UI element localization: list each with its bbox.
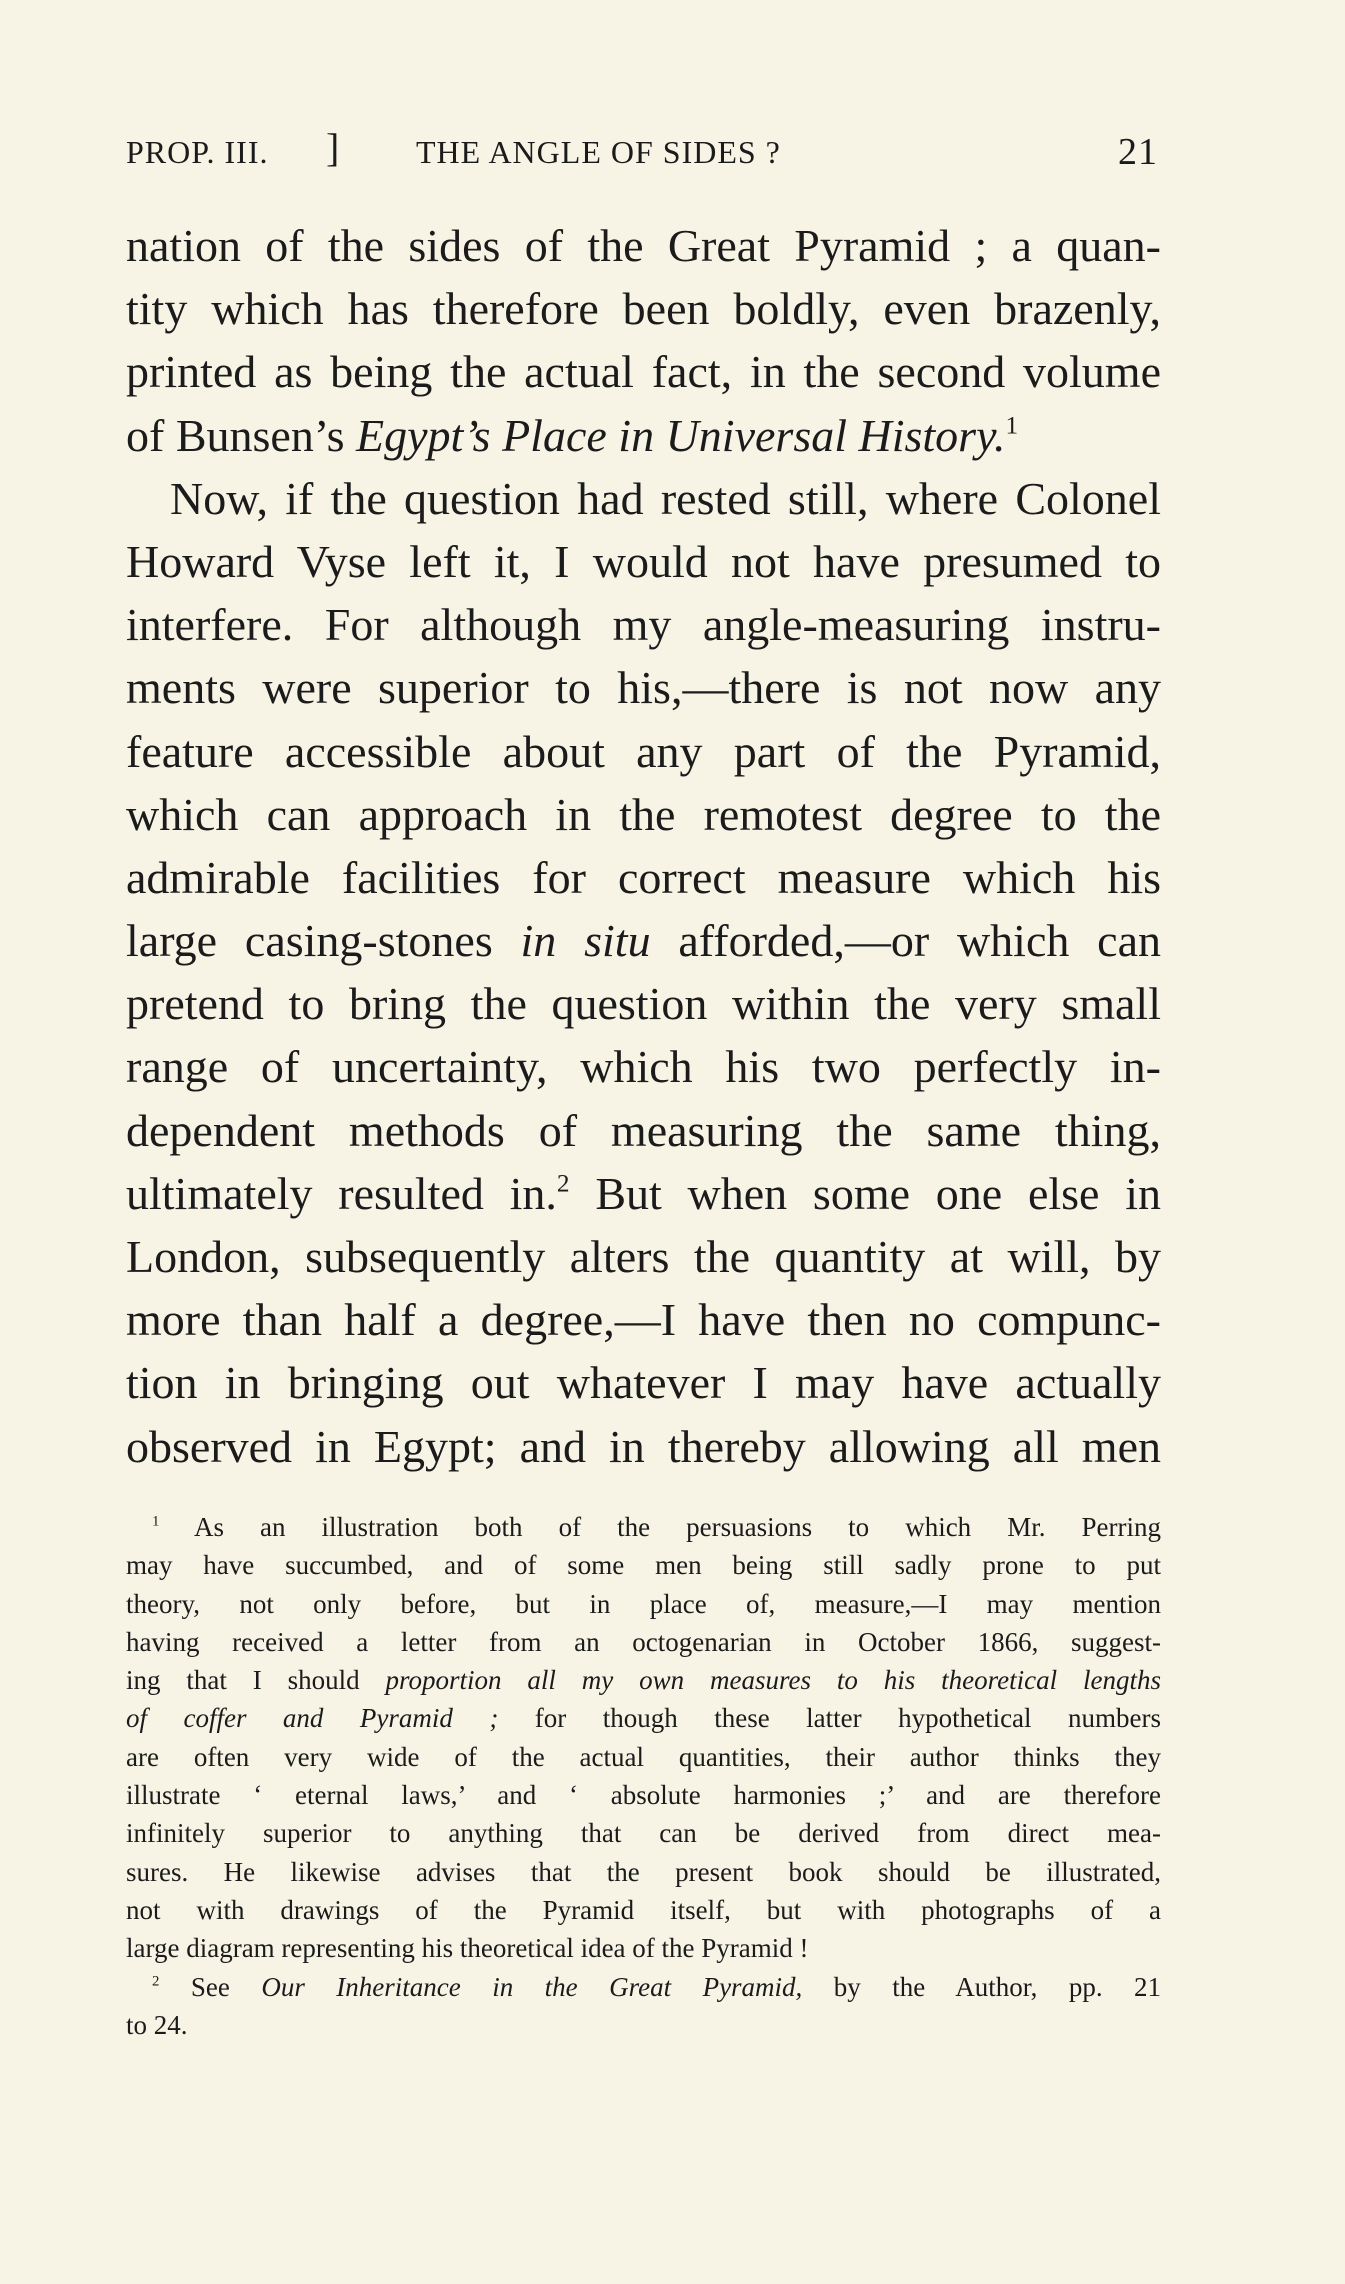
text-line: observed in Egypt; and in thereby allowing all men (126, 1420, 1161, 1472)
footnote-line: illustrate ‘ eternal laws,’ and ‘ absolute harmonies ;’ and are therefore (126, 1780, 1161, 1811)
text-line (126, 1162, 1161, 1225)
text-line: feature accessible about any part of the Pyramid, (126, 725, 1161, 777)
footnote-line (126, 1508, 1161, 1546)
text-segment: As an illustration both of the persuasions to which Mr. Perring (193, 1512, 1161, 1542)
text-line: interfere. For although my angle-measuring instru- (126, 599, 1161, 651)
text-line: tion in bringing out whatever I may have actually (126, 1357, 1161, 1409)
text-segment: large casing-stones (126, 915, 493, 967)
main-text (126, 214, 1161, 1478)
italic-phrase: proportion all my own measures to his theoretical lengths (385, 1665, 1161, 1696)
text-segment: of Bunsen’s (126, 409, 345, 461)
footnote-line: not with drawings of the Pyramid itself, but with photographs of a (126, 1894, 1161, 1925)
footnote-line (126, 1661, 1161, 1699)
text-line: printed as being the actual fact, in the second volume (126, 346, 1161, 398)
text-line (126, 909, 1161, 972)
page-number: 21 (1118, 131, 1158, 173)
text-line: nation of the sides of the Great Pyramid ; a quan- (126, 220, 1161, 271)
book-title-italic: Egypt’s Place in Universal History. (356, 409, 1006, 461)
text-line: admirable facilities for correct measure which his (126, 851, 1161, 903)
footnote-ref-1: 1 (1005, 410, 1019, 439)
text-line: London, subsequently alters the quantity at will, by (126, 1231, 1161, 1282)
text-line: range of uncertainty, which his two perfectly in- (126, 1041, 1161, 1093)
text-line: pretend to bring the question within the very small (126, 978, 1161, 1030)
running-title: THE ANGLE OF SIDES ? (416, 134, 781, 170)
italic-phrase: in situ (520, 915, 651, 967)
text-segment: See (190, 1971, 230, 2002)
text-line: more than half a degree,—I have then no compunc- (126, 1294, 1161, 1346)
footnote-line: theory, not only before, but in place of, measure,—I may mention (126, 1588, 1161, 1619)
footnote-line: may have succumbed, and of some men being still sadly prone to put (126, 1550, 1161, 1581)
footnote-line: having received a letter from an octogenarian in October 1866, suggest- (126, 1626, 1161, 1657)
footnote-line (126, 1968, 1161, 2006)
text-line: which can approach in the remotest degree to the (126, 788, 1161, 840)
footnote-marker-2: 2 (152, 1973, 160, 1990)
text-segment: But when some one else in (595, 1167, 1161, 1219)
text-line: tity which has therefore been boldly, even brazenly, (126, 283, 1161, 335)
footnotes (126, 1508, 1161, 2044)
footnote-line: large diagram representing his theoretical idea of the Pyramid ! (126, 1933, 809, 1964)
text-segment: afforded,—or which can (678, 915, 1161, 967)
footnote-ref-2: 2 (556, 1169, 570, 1198)
footnote-line: to 24. (126, 2009, 188, 2040)
footnote-line (126, 1699, 1161, 1737)
footnote-line: sures. He likewise advises that the present book should be illustrated, (126, 1856, 1161, 1887)
text-line (126, 404, 1161, 467)
text-segment: ultimately resulted in. (126, 1167, 557, 1219)
italic-phrase: of coffer and Pyramid ; (126, 1703, 499, 1734)
footnote-marker-1: 1 (152, 1513, 160, 1530)
running-header (126, 125, 1158, 176)
header-bracket: ] (326, 125, 341, 170)
text-segment: for though these latter hypothetical numbers (534, 1703, 1161, 1734)
footnote-line: infinitely superior to anything that can be derived from direct mea- (126, 1818, 1161, 1849)
text-line: Now, if the question had rested still, where Colonel (170, 472, 1161, 524)
text-segment: by the Author, pp. 21 (833, 1971, 1162, 2002)
section-label: PROP. III. (126, 134, 269, 170)
footnote-line: are often very wide of the actual quantities, their author thinks they (126, 1741, 1161, 1772)
text-line: Howard Vyse left it, I would not have presumed to (126, 535, 1161, 587)
book-title-italic: Our Inheritance in the Great Pyramid, (261, 1971, 803, 2002)
text-segment: ing that I should (126, 1665, 360, 1696)
text-line: dependent methods of measuring the same thing, (126, 1104, 1161, 1156)
text-line: ments were superior to his,—there is not now any (126, 662, 1161, 714)
